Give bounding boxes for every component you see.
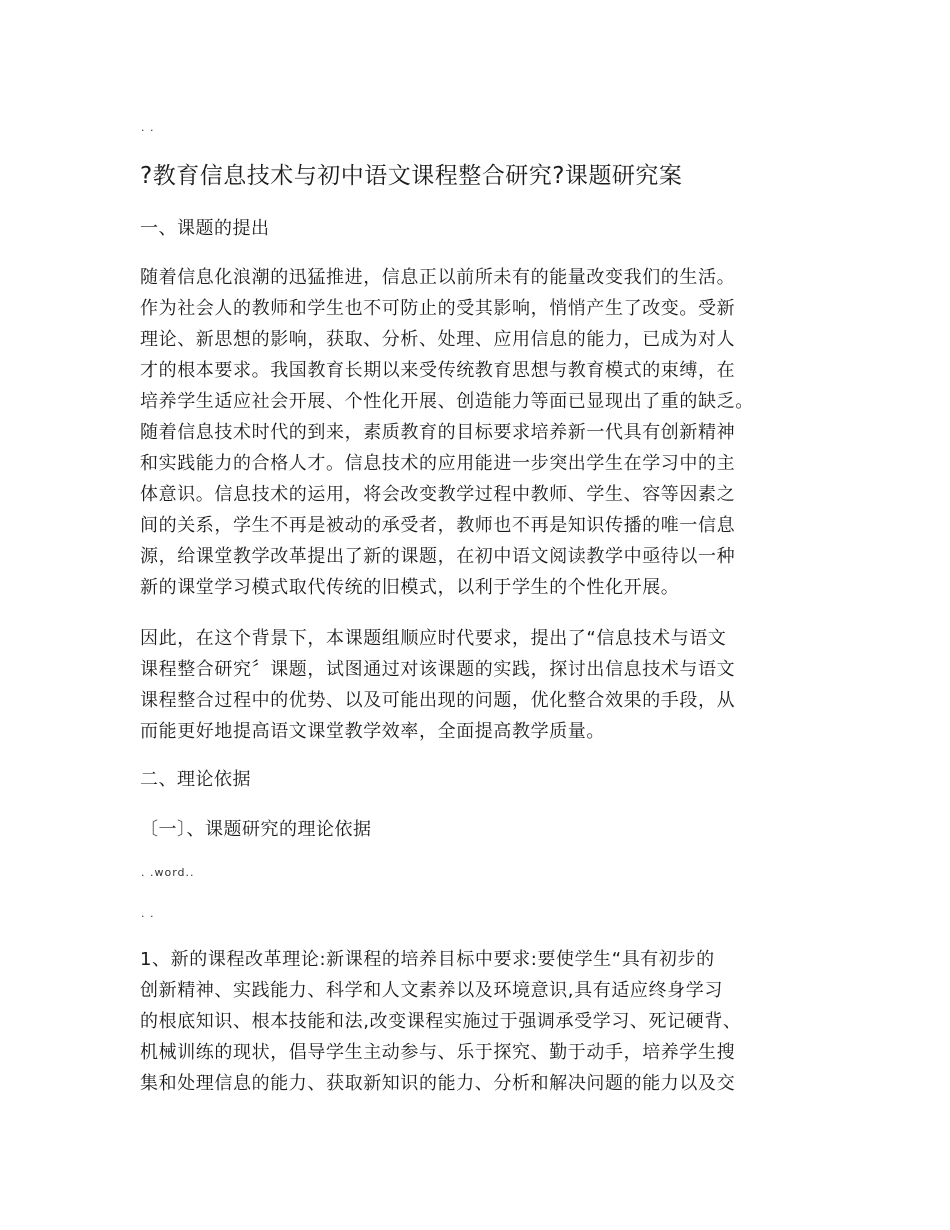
text-line: 课程整合过程中的优势、以及可能出现的问题，优化整合效果的手段，从 [140,690,736,711]
text-line: 创新精神、实践能力、科学和人文素养以及环境意识,具有适应终身学习 [140,980,723,1001]
paragraph-purpose [140,623,830,747]
text-line: 和实践能力的合格人才。信息技术的应用能进一步突出学生在学习中的主 [140,453,736,474]
section-heading-proposal: 一、课题的提出 [140,218,270,239]
section-heading-theory: 二、理论依据 [140,769,251,790]
footer-mark: . .word.. [141,866,195,879]
document-title: ?教育信息技术与初中语文课程整合研究?课题研究案 [140,163,683,189]
text-line: 源，给课堂教学改革提出了新的课题，在初中语文阅读教学中亟待以一种 [140,546,736,567]
text-line: 机械训练的现状，倡导学生主动参与、乐于探究、勤于动手，培养学生搜 [140,1042,736,1063]
text-line: 随着信息化浪潮的迅猛推进，信息正以前所未有的能量改变我们的生活。 [140,267,736,288]
paragraph-background [140,262,830,603]
text-line: 才的根本要求。我国教育长期以来受传统教育思想与教育模式的束缚，在 [140,360,736,381]
text-line: 的根底知识、根本技能和法,改变课程实施过于强调承受学习、死记硬背、 [140,1011,742,1032]
text-line: 随着信息技术时代的到来，素质教育的目标要求培养新一代具有创新精神 [140,422,736,443]
text-line: 新的课堂学习模式取代传统的旧模式，以利于学生的个性化开展。 [140,577,680,598]
text-line: 间的关系，学生不再是被动的承受者，教师也不再是知识传播的唯一信息 [140,515,736,536]
text-line: 作为社会人的教师和学生也不可防止的受其影响，悄悄产生了改变。受新 [140,298,736,319]
text-line: 课程整合研究〞课题，试图通过对该课题的实践，探讨出信息技术与语文 [140,659,736,680]
text-line: 体意识。信息技术的运用，将会改变教学过程中教师、学生、容等因素之 [140,484,736,505]
text-line: 因此，在这个背景下，本课题组顺应时代要求，提出了“信息技术与语文 [140,628,727,649]
text-line: 而能更好地提高语文课堂教学效率，全面提高教学质量。 [140,721,605,742]
text-line: 培养学生适应社会开展、个性化开展、创造能力等面已显现出了重的缺乏。 [140,391,754,412]
header-mark: . . [141,121,155,134]
text-line: 集和处理信息的能力、获取新知识的能力、分析和解决问题的能力以及交 [140,1073,736,1094]
header-mark-next-page: . . [141,907,155,920]
text-line: 1、新的课程改革理论:新课程的培养目标中要求:要使学生“具有初步的 [140,949,715,970]
text-line: 理论、新思想的影响，获取、分析、处理、应用信息的能力，已成为对人 [140,329,736,350]
subsection-heading-theory-basis: 〔一〕、课题研究的理论依据 [140,819,372,840]
paragraph-curriculum-reform [140,944,830,1099]
